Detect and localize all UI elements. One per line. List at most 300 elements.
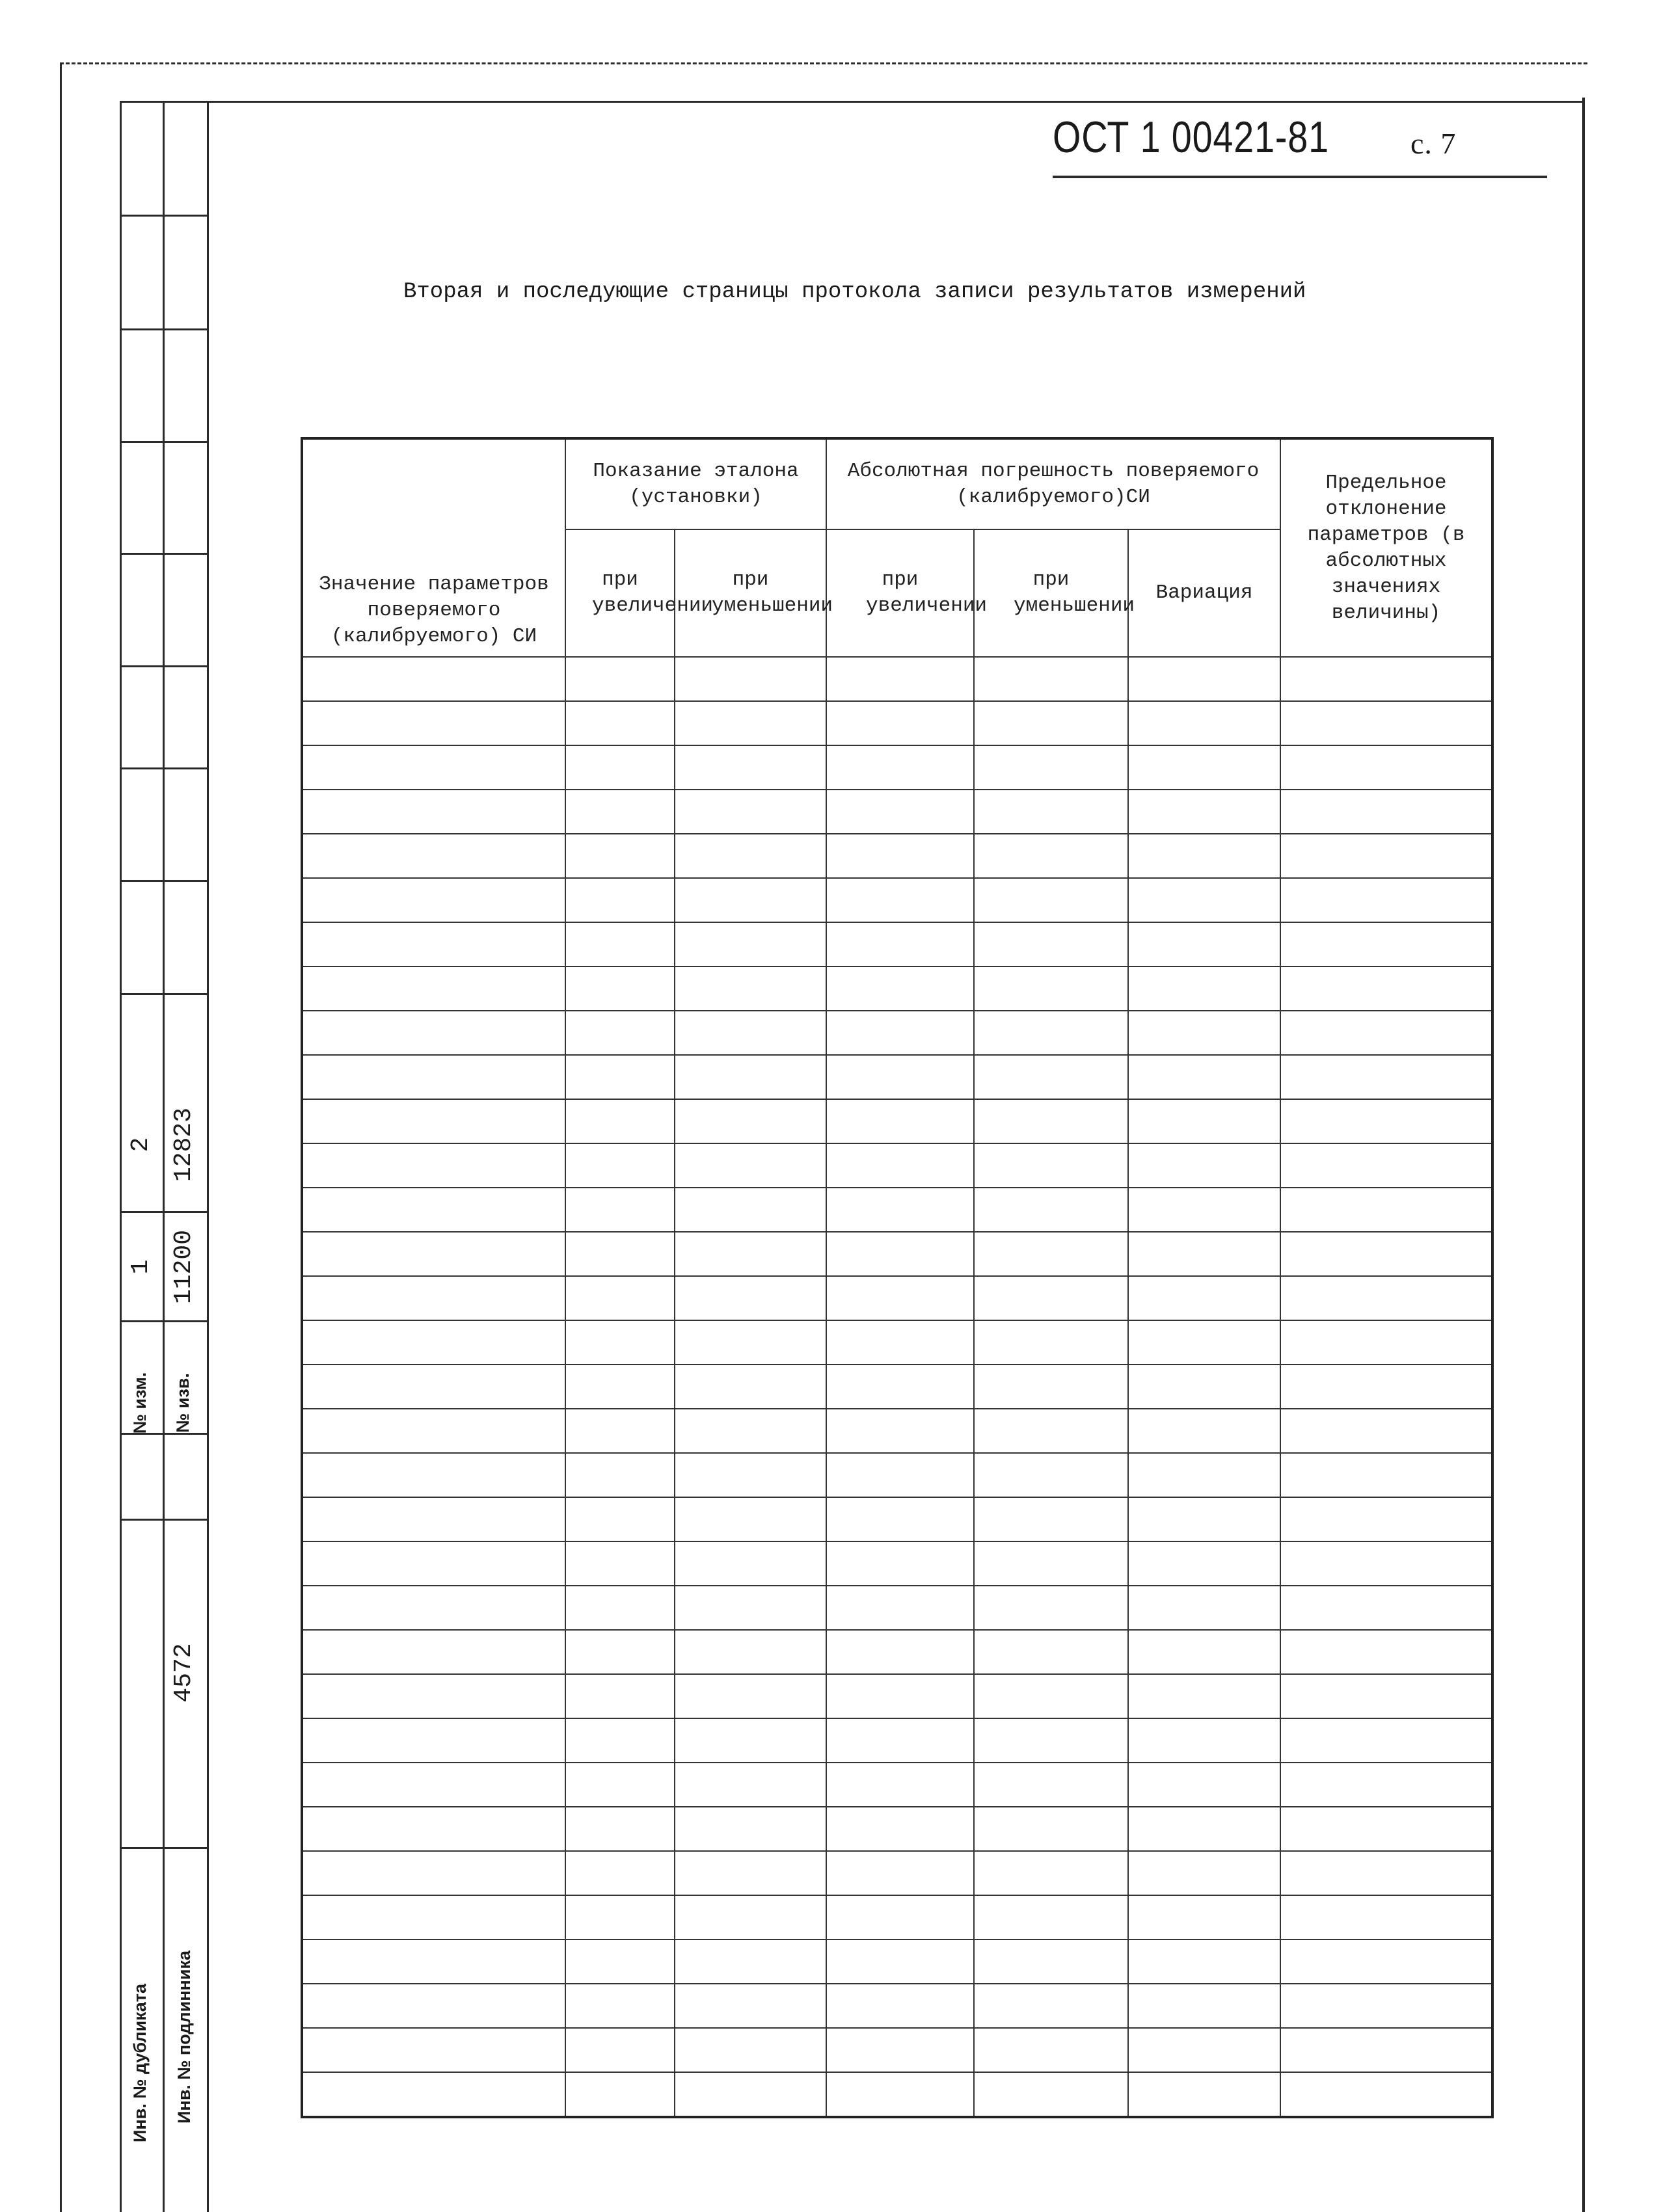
table-cell [565,1541,675,1586]
table-cell [565,1099,675,1143]
table-cell [675,1541,826,1586]
table-cell [974,966,1128,1011]
table-cell [1128,1232,1280,1276]
table-cell [1128,1365,1280,1409]
table-row [302,922,1492,966]
table-cell [565,1674,675,1718]
table-cell [565,834,675,878]
table-cell [826,966,974,1011]
table-cell [565,1763,675,1807]
table-cell [302,1143,565,1188]
subheader-variation: Вариация [1128,529,1280,657]
table-cell [1128,745,1280,790]
table-cell [1280,1586,1492,1630]
table-cell [302,2028,565,2072]
table-cell [974,1011,1128,1055]
table-body [302,657,1492,2117]
table-cell [565,878,675,922]
table-cell [675,922,826,966]
table-cell [302,657,565,701]
table-cell [1280,1939,1492,1984]
table-cell [826,1232,974,1276]
table-cell [974,1984,1128,2028]
table-cell [826,1365,974,1409]
table-cell [565,1630,675,1674]
table-cell [1280,1895,1492,1939]
standard-number: ОСТ 1 00421-81 [1053,113,1329,162]
table-cell [974,834,1128,878]
table-cell [974,2072,1128,2117]
stamp-row-line [120,880,207,882]
table-cell [1280,1807,1492,1851]
table-cell [1280,701,1492,745]
table-cell [1128,1276,1280,1320]
table-cell [826,1143,974,1188]
table-cell [302,745,565,790]
table-row [302,1984,1492,2028]
table-row [302,2072,1492,2117]
table-cell [302,1851,565,1895]
table-cell [302,1586,565,1630]
table-cell [1280,1763,1492,1807]
table-cell [675,1674,826,1718]
table-cell [675,1365,826,1409]
stamp-outer-line [120,101,122,2212]
table-cell [565,966,675,1011]
column-header-limit-deviation: Предельное отклонение параметров (в абсолютных значениях величины) [1280,438,1492,657]
change-2-value: 2 [127,1137,155,1153]
table-cell [675,1099,826,1143]
table-cell [302,1276,565,1320]
stamp-top-line [120,101,1582,103]
table-cell [302,701,565,745]
table-cell [1280,1674,1492,1718]
table-cell [565,701,675,745]
table-cell [826,1276,974,1320]
table-cell [675,2028,826,2072]
table-cell [302,1630,565,1674]
table-cell [675,1055,826,1099]
table-cell [826,657,974,701]
table-cell [565,1586,675,1630]
table-cell [675,790,826,834]
table-cell [302,1984,565,2028]
table-cell [1280,1011,1492,1055]
table-cell [675,1586,826,1630]
table-cell [974,745,1128,790]
table-row [302,1055,1492,1099]
table-cell [302,1409,565,1453]
table-cell [675,878,826,922]
table-cell [675,657,826,701]
table-cell [1280,1055,1492,1099]
table-cell [565,1497,675,1541]
table-cell [826,1674,974,1718]
table-row [302,1143,1492,1188]
table-cell [565,1188,675,1232]
table-cell [1280,1143,1492,1188]
table-cell [1280,2072,1492,2117]
table-cell [826,1453,974,1497]
table-row [302,878,1492,922]
table-cell [565,1276,675,1320]
table-cell [974,1674,1128,1718]
stamp-row-line [120,1847,207,1849]
table-cell [675,1630,826,1674]
table-cell [1128,1718,1280,1763]
table-cell [565,1895,675,1939]
table-cell [1128,1188,1280,1232]
table-cell [565,745,675,790]
table-cell [565,2028,675,2072]
table-cell [302,922,565,966]
table-cell [974,2028,1128,2072]
table-cell [302,1055,565,1099]
table-cell [974,1232,1128,1276]
table-cell [974,1365,1128,1409]
table-cell [675,1718,826,1763]
table-cell [826,1011,974,1055]
table-cell [1280,1232,1492,1276]
table-cell [826,922,974,966]
table-row [302,1365,1492,1409]
subheader-etalon-decrease: при уменьшении [675,529,826,657]
stamp-inner-line [207,101,209,2212]
group-header-absolute-error: Абсолютная погрешность поверяемого (калибруемого)СИ [826,438,1280,529]
table-cell [1128,1541,1280,1586]
table-row [302,657,1492,701]
table-row [302,1320,1492,1365]
table-cell [1128,2028,1280,2072]
change-no-label: № изм. [130,1372,150,1434]
change-1-value: 1 [127,1259,155,1275]
table-cell [1128,1409,1280,1453]
header-underline [1053,176,1547,178]
table-cell [1280,1984,1492,2028]
table-cell [826,1895,974,1939]
table-cell [1128,1099,1280,1143]
stamp-row-line [120,553,207,555]
table-cell [1280,966,1492,1011]
table-cell [1280,1365,1492,1409]
table-cell [675,1895,826,1939]
table-cell [974,701,1128,745]
table-cell [675,1851,826,1895]
table-cell [826,745,974,790]
table-cell [826,1630,974,1674]
table-cell [826,1939,974,1984]
table-cell [974,1188,1128,1232]
table-cell [302,1365,565,1409]
table-cell [1128,2072,1280,2117]
table-row [302,1674,1492,1718]
table-cell [565,1939,675,1984]
document-code [1053,112,1547,183]
table-cell [826,1320,974,1365]
column-header-parameter-value: Значение параметров поверяемого (калибруемого) СИ [302,438,565,657]
table-cell [1128,1851,1280,1895]
stamp-middle-line [163,101,165,2212]
orig-inv-value: 4572 [170,1643,198,1703]
table-row [302,701,1492,745]
table-row [302,790,1492,834]
table-cell [974,1497,1128,1541]
table-cell [302,966,565,1011]
table-row [302,1232,1492,1276]
frame-left-line [60,64,62,2212]
table-cell [1128,1586,1280,1630]
table-cell [974,1099,1128,1143]
table-cell [565,1453,675,1497]
table-cell [826,1409,974,1453]
table-cell [302,1099,565,1143]
table-cell [302,1674,565,1718]
table-cell [974,1807,1128,1851]
table-cell [974,1851,1128,1895]
notice-1-value: 11200 [170,1229,198,1305]
table-cell [1280,1320,1492,1365]
table-row [302,745,1492,790]
table-cell [826,2072,974,2117]
table-cell [565,790,675,834]
table-cell [1128,1453,1280,1497]
table-cell [565,657,675,701]
table-cell [1280,1497,1492,1541]
table-cell [1128,1497,1280,1541]
table-cell [1128,878,1280,922]
table-cell [826,2028,974,2072]
table-cell [565,1807,675,1851]
table-cell [826,1541,974,1586]
table-cell [675,1409,826,1453]
table-cell [1128,922,1280,966]
table-cell [302,1232,565,1276]
frame-top-line [60,62,1587,64]
page-subtitle: Вторая и последующие страницы протокола записи результатов измерений [403,280,1306,304]
table-cell [974,1055,1128,1099]
table-cell [302,1718,565,1763]
table-cell [565,1984,675,2028]
stamp-row-line [120,665,207,667]
table-cell [974,1586,1128,1630]
table-cell [974,1630,1128,1674]
table-row [302,1807,1492,1851]
table-cell [302,2072,565,2117]
table-cell [675,966,826,1011]
table-row [302,1895,1492,1939]
table-cell [1128,1984,1280,2028]
table-cell [675,834,826,878]
table-row [302,834,1492,878]
table-cell [302,1807,565,1851]
stamp-row-line [120,1519,207,1521]
table-cell [1280,1409,1492,1453]
table-cell [826,1984,974,2028]
table-cell [1128,790,1280,834]
table-cell [1128,1011,1280,1055]
table-cell [302,1541,565,1586]
table-cell [1128,1143,1280,1188]
table-cell [974,1276,1128,1320]
table-cell [675,1984,826,2028]
table-cell [675,1807,826,1851]
table-cell [1128,657,1280,701]
table-cell [302,1320,565,1365]
table-cell [974,1143,1128,1188]
table-cell [1128,1055,1280,1099]
table-cell [826,834,974,878]
table-cell [302,1497,565,1541]
table-cell [826,1188,974,1232]
frame-right-line [1582,98,1585,2212]
table-cell [1128,701,1280,745]
table-cell [1280,1453,1492,1497]
table-row [302,1763,1492,1807]
table-cell [302,834,565,878]
subheader-error-decrease: при уменьшении [974,529,1128,657]
table-cell [1280,1718,1492,1763]
table-cell [826,790,974,834]
table-cell [1280,790,1492,834]
stamp-row-line [120,441,207,443]
table-cell [974,922,1128,966]
subheader-etalon-increase: при увеличении [565,529,675,657]
table-cell [675,745,826,790]
notice-no-label: № изв. [173,1373,193,1433]
table-cell [565,1320,675,1365]
table-cell [1280,2028,1492,2072]
table-cell [1280,1276,1492,1320]
table-cell [826,1099,974,1143]
table-cell [1128,1630,1280,1674]
measurement-protocol-table [301,437,1494,2118]
table-cell [675,1497,826,1541]
table-row [302,1851,1492,1895]
table-cell [675,1232,826,1276]
table-cell [565,1365,675,1409]
table-cell [826,1807,974,1851]
table-cell [1280,1188,1492,1232]
table-cell [826,1497,974,1541]
table-row [302,1276,1492,1320]
dup-inv-label: Инв. № дубликата [130,1984,150,2142]
table-cell [1128,1320,1280,1365]
table-cell [675,2072,826,2117]
table-cell [565,922,675,966]
table-cell [675,1939,826,1984]
table-cell [675,1276,826,1320]
table-cell [302,1188,565,1232]
table-cell [565,1011,675,1055]
table-cell [1280,834,1492,878]
table-cell [1280,745,1492,790]
table-cell [1128,834,1280,878]
table-row [302,2028,1492,2072]
table-cell [974,1718,1128,1763]
table-cell [826,878,974,922]
table-cell [565,1718,675,1763]
table-cell [1128,1674,1280,1718]
table-cell [675,1453,826,1497]
notice-2-value: 12823 [170,1107,198,1182]
table-row [302,966,1492,1011]
table-cell [675,701,826,745]
table-cell [826,1851,974,1895]
stamp-row-line [120,328,207,330]
table-row [302,1939,1492,1984]
table-cell [565,1055,675,1099]
table-cell [974,1453,1128,1497]
table-cell [675,1011,826,1055]
table-cell [302,1939,565,1984]
table-cell [974,1541,1128,1586]
table-cell [1280,1541,1492,1586]
table-row [302,1409,1492,1453]
table-cell [974,1763,1128,1807]
table-cell [826,701,974,745]
table-cell [1280,1630,1492,1674]
table-cell [974,1939,1128,1984]
table-cell [974,1320,1128,1365]
table-cell [302,790,565,834]
table-cell [974,878,1128,922]
table-cell [1128,1807,1280,1851]
table-cell [1128,1763,1280,1807]
stamp-row-line [120,767,207,769]
page-number: с. 7 [1410,127,1457,160]
table-row [302,1630,1492,1674]
table-cell [826,1763,974,1807]
table-cell [1280,1851,1492,1895]
table-cell [974,1409,1128,1453]
table-cell [565,1143,675,1188]
table-row [302,1453,1492,1497]
orig-inv-label: Инв. № подлинника [174,1951,194,2124]
table-cell [565,1851,675,1895]
table-cell [302,878,565,922]
table-cell [565,2072,675,2117]
table-row [302,1586,1492,1630]
table-cell [565,1232,675,1276]
table-cell [302,1763,565,1807]
table-row [302,1541,1492,1586]
table-cell [675,1320,826,1365]
table-cell [974,657,1128,701]
table-cell [675,1143,826,1188]
group-header-etalon-reading: Показание эталона (установки) [565,438,826,529]
table-cell [974,790,1128,834]
table-cell [826,1586,974,1630]
table-row [302,1188,1492,1232]
table-cell [1128,966,1280,1011]
table-cell [1128,1895,1280,1939]
table-cell [974,1895,1128,1939]
table-row [302,1718,1492,1763]
table-cell [302,1011,565,1055]
table-cell [1128,1939,1280,1984]
stamp-row-line [120,215,207,217]
table-cell [1280,878,1492,922]
table-cell [302,1895,565,1939]
table-row [302,1099,1492,1143]
stamp-row-line [120,993,207,995]
table-cell [675,1763,826,1807]
table-cell [1280,657,1492,701]
table-cell [675,1188,826,1232]
subheader-error-increase: при увеличении [826,529,974,657]
table-cell [826,1055,974,1099]
table-row [302,1011,1492,1055]
